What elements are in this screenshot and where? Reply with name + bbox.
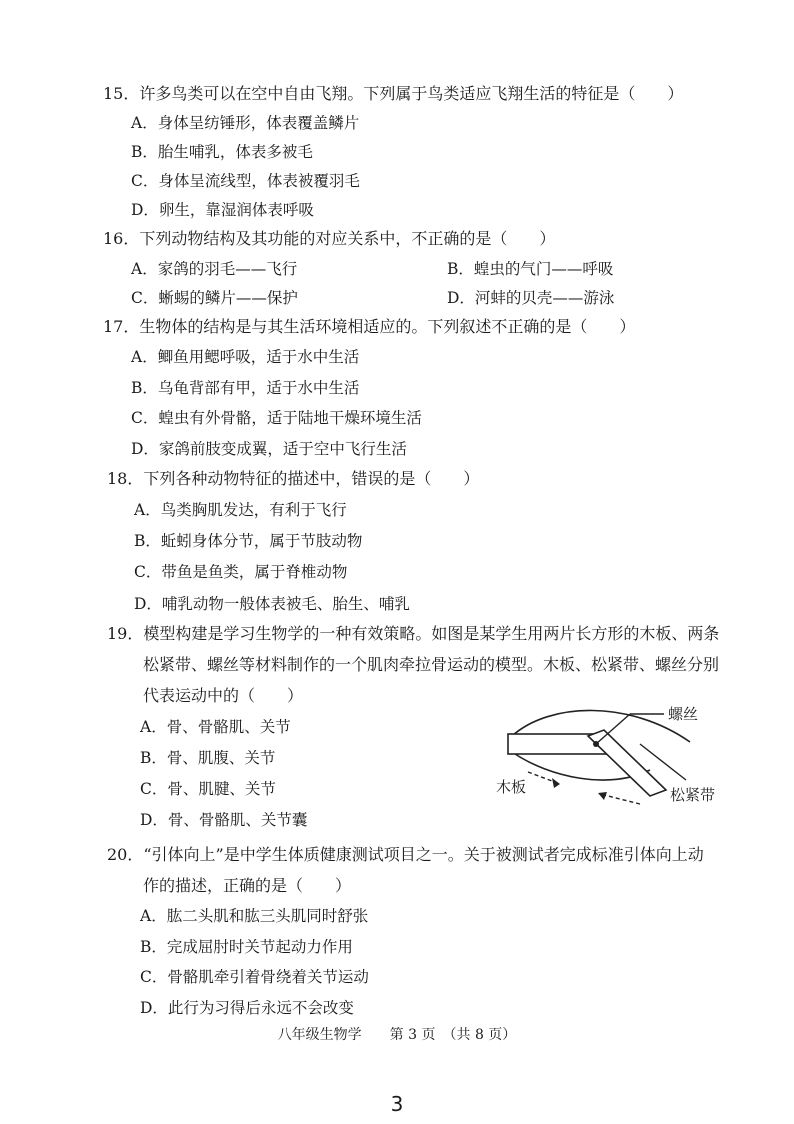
label-elastic-band: 松紧带 — [670, 786, 716, 804]
q18-option-b: B．蚯蚓身体分节，属于节肢动物 — [134, 532, 363, 550]
question-17-stem: 17．生物体的结构是与其生活环境相适应的。下列叙述不正确的是（ ） — [103, 317, 636, 336]
q18-option-d: D．哺乳动物一般体表被毛、胎生、哺乳 — [134, 595, 410, 613]
q17-option-a: A．鲫鱼用鳃呼吸，适于水中生活 — [131, 348, 360, 366]
q15-option-d: D．卵生，靠湿润体表呼吸 — [131, 201, 314, 219]
question-19-stem-line-3: 代表运动中的（ ） — [143, 686, 304, 705]
question-20-stem-line-1: 20．“引体向上”是中学生体质健康测试项目之一。关于被测试者完成标准引体向上动 — [107, 845, 704, 864]
q19-option-b: B．骨、肌腹、关节 — [140, 749, 276, 767]
label-screw: 螺丝 — [668, 705, 699, 723]
q18-option-c: C．带鱼是鱼类，属于脊椎动物 — [134, 563, 348, 581]
q20-option-d: D．此行为习得后永远不会改变 — [140, 999, 354, 1017]
q18-option-a: A．鸟类胸肌发达，有利于飞行 — [134, 501, 347, 519]
question-19-stem-line-2: 松紧带、螺丝等材料制作的一个肌肉牵拉骨运动的模型。木板、松紧带、螺丝分别 — [143, 655, 720, 674]
q17-option-c: C．蝗虫有外骨骼，适于陆地干燥环境生活 — [131, 409, 422, 427]
q19-option-d: D．骨、骨骼肌、关节囊 — [140, 811, 308, 829]
muscle-bone-model-figure — [490, 700, 730, 820]
page-footer: 八年级生物学 第 3 页 （共 8 页） — [277, 1027, 517, 1043]
q15-option-c: C．身体呈流线型，体表被覆羽毛 — [131, 172, 360, 190]
question-20-stem-line-2: 作的描述，正确的是（ ） — [143, 876, 352, 895]
q19-option-a: A．骨、骨骼肌、关节 — [140, 718, 291, 736]
q20-option-b: B．完成屈肘时关节起动力作用 — [140, 938, 353, 956]
q16-option-c: C．蜥蜴的鳞片——保护 — [131, 289, 298, 307]
q16-option-b: B．蝗虫的气门——呼吸 — [447, 260, 614, 278]
label-board: 木板 — [496, 778, 527, 796]
q15-option-b: B．胎生哺乳，体表多被毛 — [131, 143, 313, 161]
question-16-stem: 16．下列动物结构及其功能的对应关系中，不正确的是（ ） — [103, 229, 556, 248]
question-19-stem-line-1: 19．模型构建是学习生物学的一种有效策略。如图是某学生用两片长方形的木板、两条 — [107, 624, 720, 643]
q19-option-c: C．骨、肌腱、关节 — [140, 780, 276, 798]
question-15-stem: 15．许多鸟类可以在空中自由飞翔。下列属于鸟类适应飞翔生活的特征是（ ） — [103, 84, 684, 103]
q17-option-d: D．家鸽前肢变成翼，适于空中飞行生活 — [131, 440, 407, 458]
q20-option-c: C．骨骼肌牵引着骨绕着关节运动 — [140, 968, 369, 986]
q20-option-a: A．肱二头肌和肱三头肌同时舒张 — [140, 907, 369, 925]
q15-option-a: A．身体呈纺锤形，体表覆盖鳞片 — [131, 114, 360, 132]
q16-option-d: D．河蚌的贝壳——游泳 — [447, 289, 615, 307]
page-number: 3 — [390, 1092, 404, 1116]
q16-option-a: A．家鸽的羽毛——飞行 — [131, 260, 298, 278]
q17-option-b: B．乌龟背部有甲，适于水中生活 — [131, 379, 360, 397]
question-18-stem: 18．下列各种动物特征的描述中，错误的是（ ） — [107, 469, 480, 488]
